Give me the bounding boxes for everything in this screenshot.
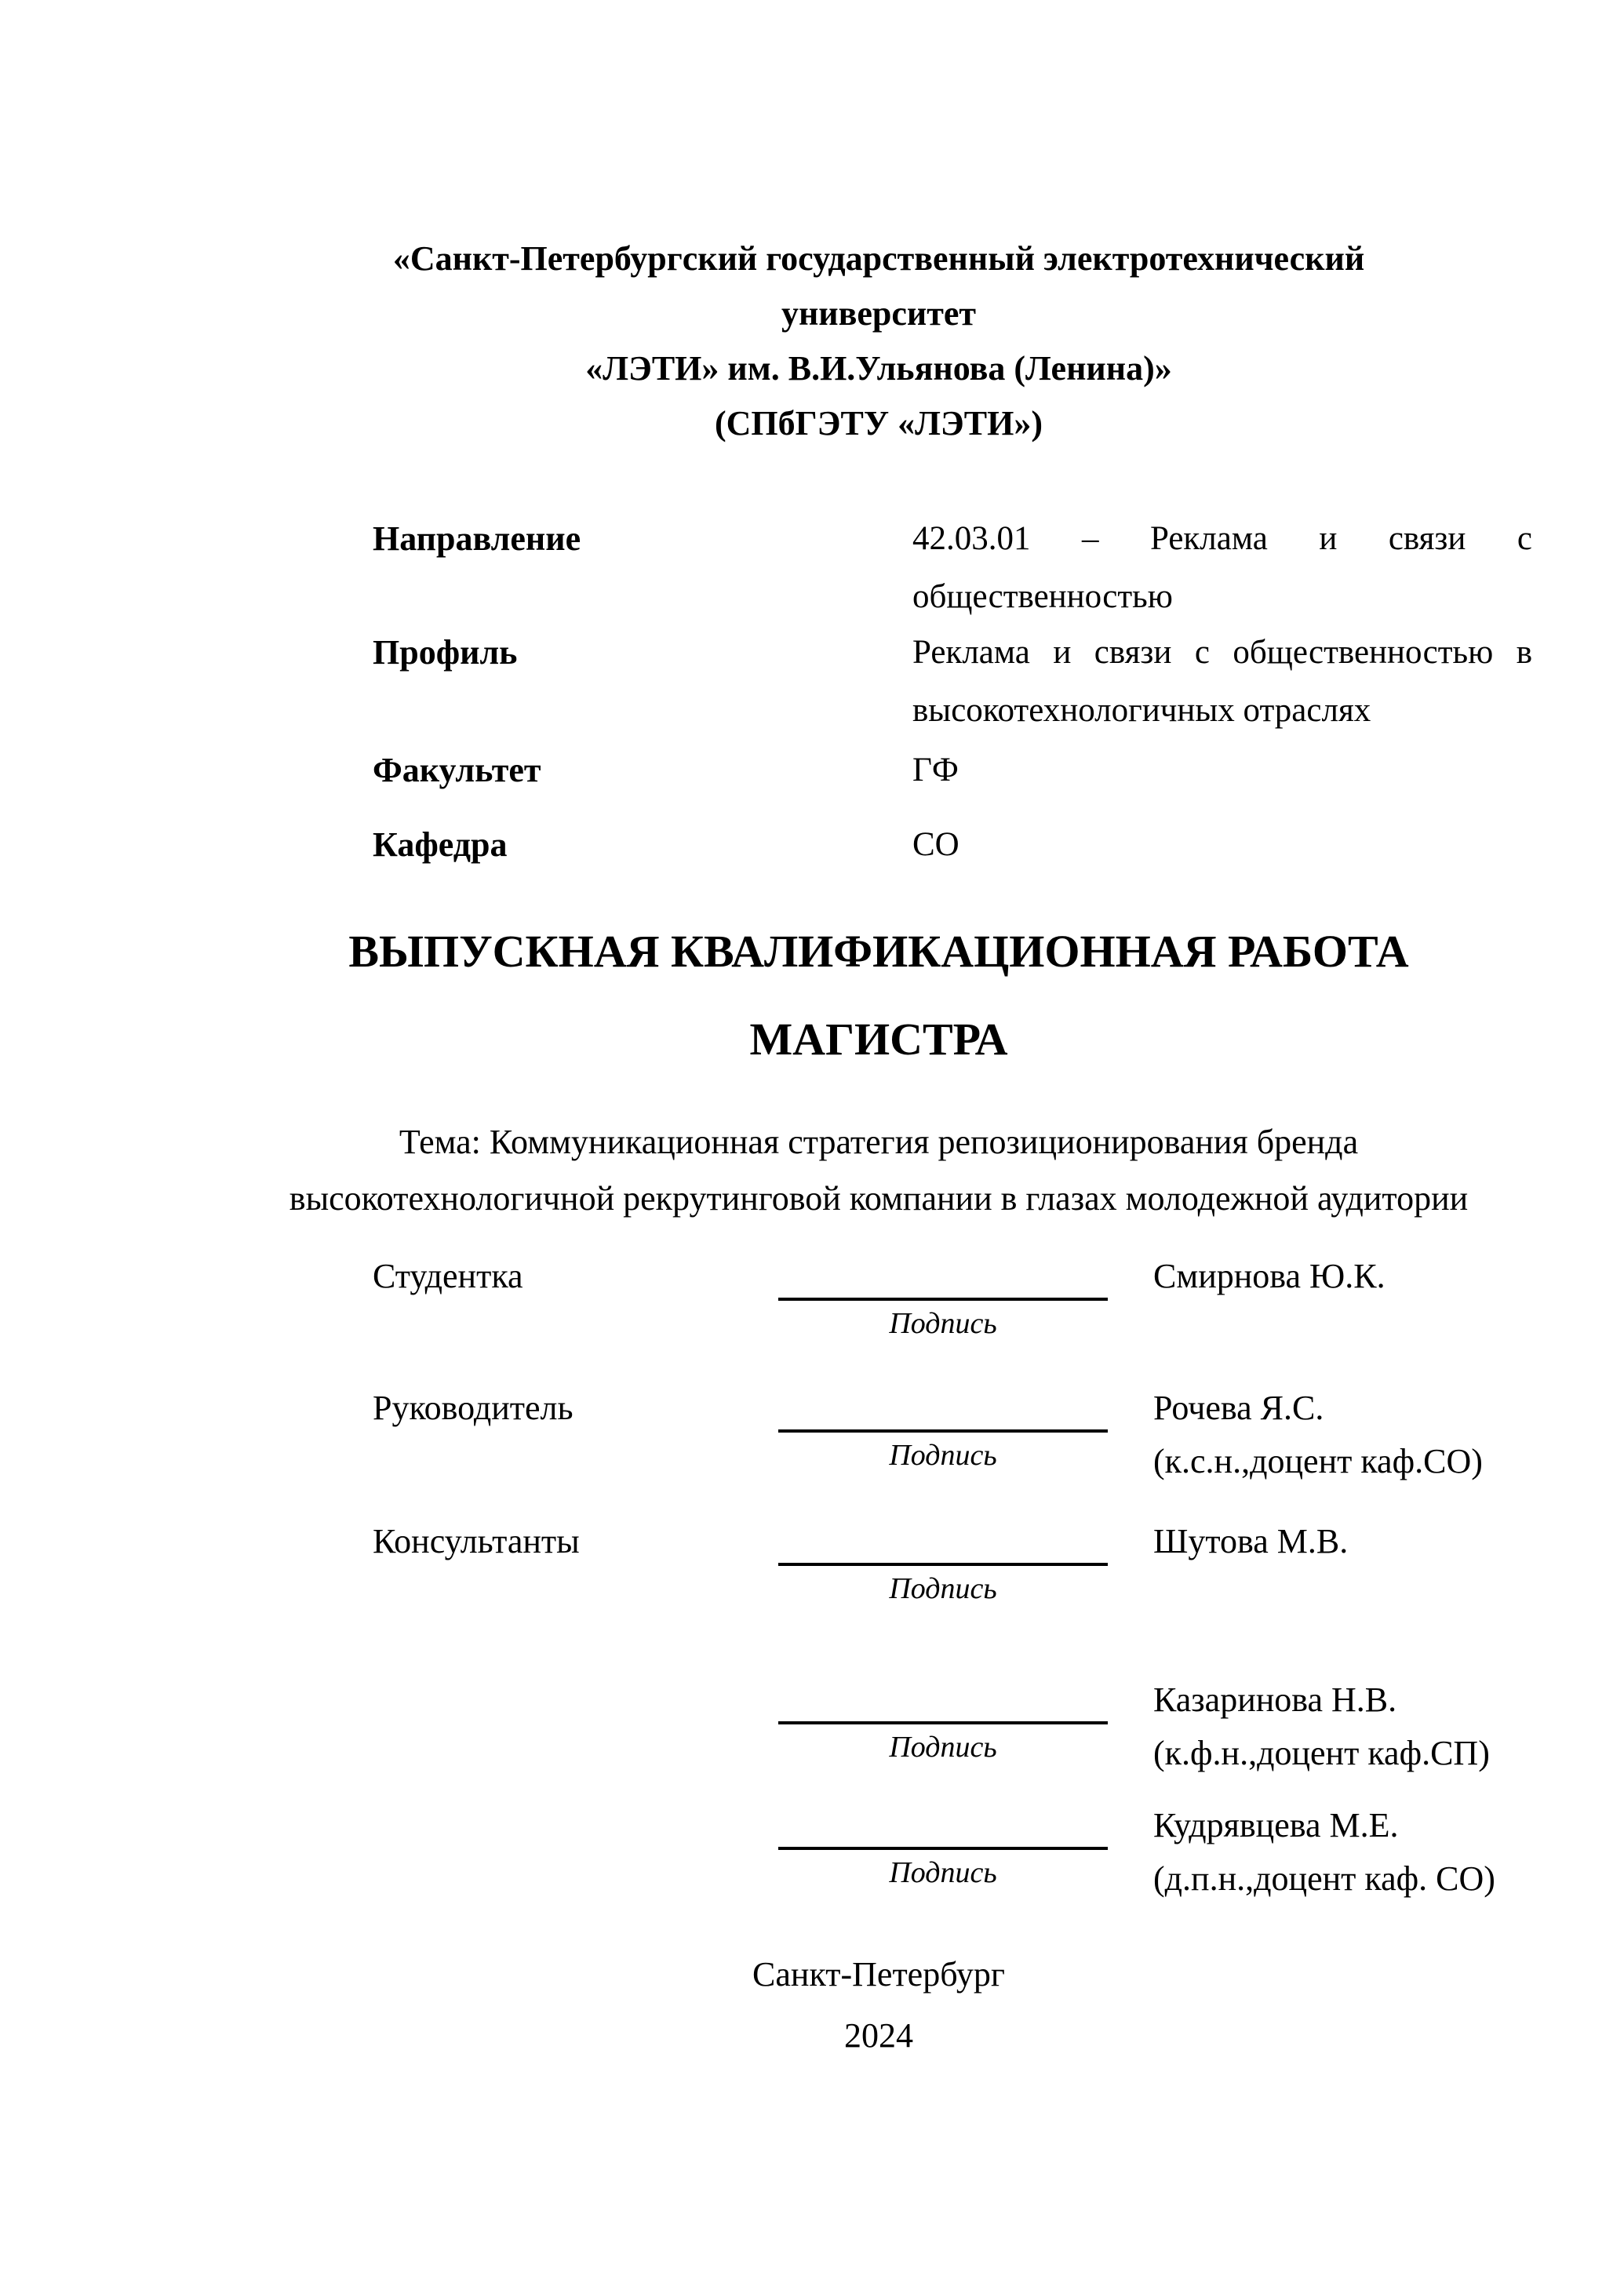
work-title-line-2: МАГИСТРА [749,1014,1008,1065]
footer-city: Санкт-Петербург [752,1955,1005,1994]
field-label-direction: Направление [373,519,581,558]
work-title-line-1: ВЫПУСКНАЯ КВАЛИФИКАЦИОННАЯ РАБОТА [348,926,1409,977]
signer-qualification: (к.ф.н.,доцент каф.СП) [1153,1734,1490,1772]
signer-name: Кудрявцева М.Е. [1153,1806,1399,1844]
field-label-department: Кафедра [373,825,508,864]
signature-block [778,1255,1108,1342]
university-header-line-1: «Санкт-Петербургский государственный электротехнический [392,239,1365,278]
signer-name: Смирнова Ю.К. [1153,1257,1385,1295]
signer-qualification: (д.п.н.,доцент каф. СО) [1153,1859,1495,1898]
signature-caption: Подпись [889,1307,997,1340]
signer-role: Студентка [373,1257,523,1295]
signature-block [778,1804,1108,1891]
signature-caption: Подпись [889,1731,997,1764]
signature-block [778,1387,1108,1473]
field-label-profile: Профиль [373,633,518,672]
signature-line [778,1679,1108,1724]
field-value-direction: 42.03.01 – Реклама и связи с общественностью [912,520,1532,615]
signature-caption: Подпись [889,1856,997,1889]
signature-line [778,1804,1108,1850]
signer-role: Руководитель [373,1389,573,1427]
signature-caption: Подпись [889,1572,997,1605]
university-header-line-2: университет [781,294,977,333]
work-title [228,924,1530,1067]
footer [228,1947,1530,2063]
signer-info [1153,1255,1530,1298]
signature-line [778,1255,1108,1301]
signer-info [1153,1679,1530,1775]
university-header [228,231,1530,451]
signature-line [778,1520,1108,1566]
signer-name: Шутова М.В. [1153,1522,1349,1560]
topic-line-2: высокотехнологичной рекрутинговой компании в глазах молодежной аудитории [289,1179,1469,1218]
signature-block [778,1679,1108,1765]
footer-year: 2024 [844,2016,913,2055]
signer-qualification: (к.с.н.,доцент каф.СО) [1153,1442,1483,1480]
topic [228,1114,1530,1227]
university-header-line-3: «ЛЭТИ» им. В.И.Ульянова (Ленина)» [585,349,1172,388]
university-header-line-4: (СПбГЭТУ «ЛЭТИ») [715,404,1043,442]
signer-info [1153,1520,1530,1563]
signer-info [1153,1804,1530,1900]
signer-name: Рочева Я.С. [1153,1389,1324,1427]
signer-info [1153,1387,1530,1483]
signature-line [778,1387,1108,1433]
field-value-department: СО [912,826,959,863]
field-value-profile: Реклама и связи с общественностью в высокотехнологичных отраслях [912,634,1532,729]
topic-line-1: Тема: Коммуникационная стратегия репозиционирования бренда [399,1123,1359,1161]
field-value-faculty: ГФ [912,752,959,788]
signature-block [778,1520,1108,1607]
signer-name: Казаринова Н.В. [1153,1680,1397,1719]
signer-role: Консультанты [373,1522,580,1560]
signature-caption: Подпись [889,1439,997,1472]
field-label-faculty: Факультет [373,751,541,789]
